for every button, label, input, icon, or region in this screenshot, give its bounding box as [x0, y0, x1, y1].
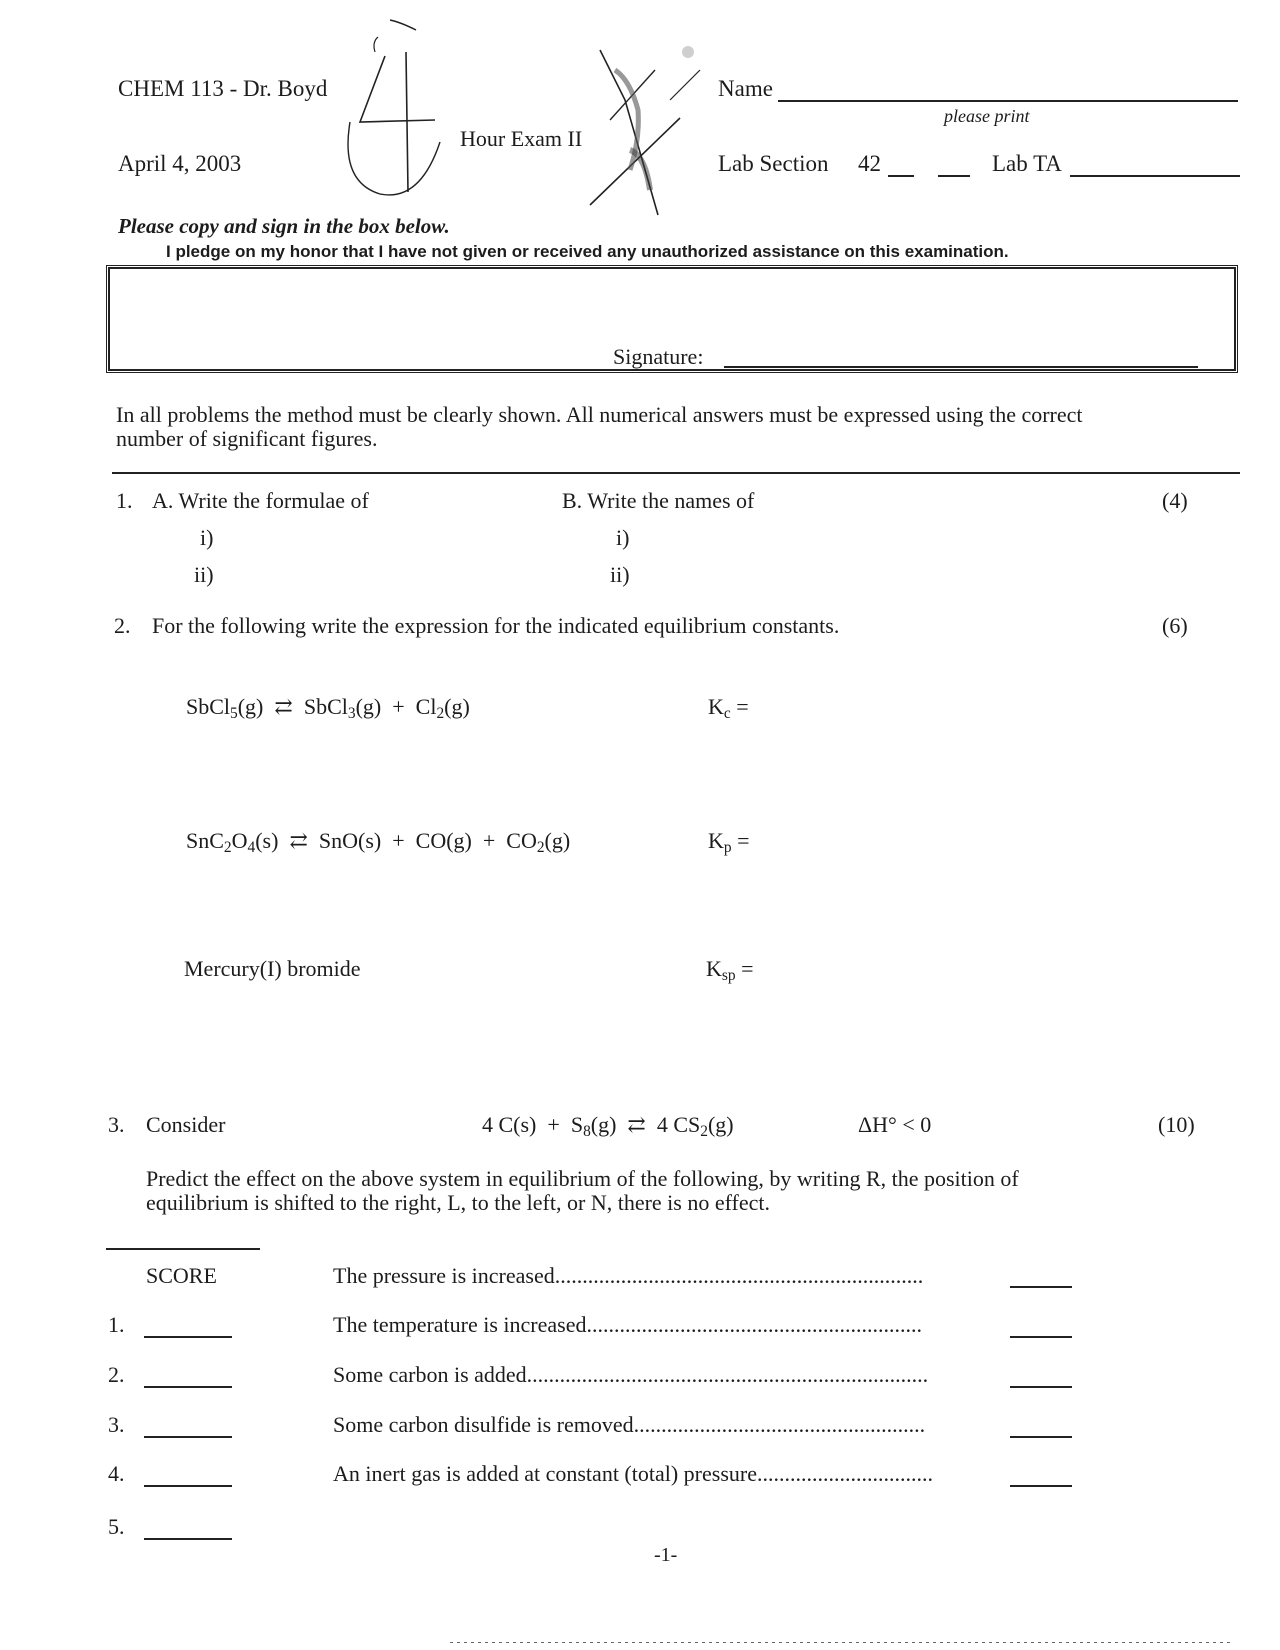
q2-number: 2. [114, 613, 131, 638]
q1-b-item-2: ii) [610, 562, 630, 587]
q1-a-item-1: i) [200, 525, 214, 550]
score-row-2-blank[interactable] [144, 1386, 232, 1388]
q3-condition-2: The temperature is increased............................................................. [333, 1312, 922, 1337]
instructions-line-1: In all problems the method must be clearly shown. All numerical answers must be expressed using the correct [116, 402, 1083, 427]
q3-answer-blank-2[interactable] [1010, 1336, 1072, 1338]
q3-number: 3. [108, 1112, 125, 1137]
q3-consider: Consider [146, 1112, 226, 1137]
instructions-line-2: number of significant figures. [116, 426, 378, 451]
scan-artifact [450, 1642, 1230, 1643]
q2-kc-label: $K_c$ = [708, 694, 749, 722]
course-title: CHEM 113 - Dr. Boyd [118, 76, 328, 101]
pledge-instruction: Please copy and sign in the box below. [118, 214, 450, 238]
lab-section-blank-2[interactable] [938, 175, 970, 177]
lab-ta-label: Lab TA [992, 151, 1062, 176]
q3-condition-3: Some carbon is added......................................................................... [333, 1362, 929, 1387]
score-row-1-blank[interactable] [144, 1336, 232, 1338]
score-row-2-label: 2. [108, 1362, 125, 1387]
lab-section-label: Lab Section [718, 151, 829, 176]
lab-ta-line[interactable] [1070, 175, 1240, 177]
q3-enthalpy: ΔH° < 0 [858, 1112, 932, 1137]
q1-number: 1. [116, 488, 133, 513]
q2-points: (6) [1162, 613, 1188, 638]
score-label: SCORE [146, 1263, 217, 1288]
exam-date: April 4, 2003 [118, 151, 242, 176]
signature-label: Signature: [613, 344, 704, 369]
lab-section-blank-1[interactable] [888, 175, 914, 177]
q3-equation: 4 $C(s) + S_8(g)$ ⇄ 4 $CS_2(g)$ [482, 1112, 734, 1140]
score-row-4-blank[interactable] [144, 1485, 232, 1487]
score-row-4-label: 4. [108, 1461, 125, 1486]
score-row-3-blank[interactable] [144, 1436, 232, 1438]
q3-condition-4: Some carbon disulfide is removed..................................................... [333, 1412, 926, 1437]
score-top-rule [106, 1248, 260, 1250]
equilibrium-arrow: ⇄ [627, 1112, 646, 1137]
score-row-5-label: 5. [108, 1514, 125, 1539]
q3-answer-blank-5[interactable] [1010, 1485, 1072, 1487]
score-row-5-blank[interactable] [144, 1538, 232, 1540]
q3-predict-line-2: equilibrium is shifted to the right, L, to the left, or N, there is no effect. [146, 1190, 771, 1215]
q2-kp-label: $K_p$ = [708, 828, 750, 856]
signature-line[interactable] [724, 366, 1198, 368]
q1-b-item-1: i) [616, 525, 630, 550]
q2-ksp-label: $K_{sp}$ = [706, 956, 754, 984]
name-line[interactable] [778, 100, 1238, 102]
handwritten-score-mark [330, 12, 470, 192]
score-row-1-label: 1. [108, 1312, 125, 1337]
q1-part-a: A. Write the formulae of [152, 488, 369, 513]
q2-compound-3: Mercury(I) bromide [184, 956, 361, 981]
q3-predict-line-1: Predict the effect on the above system in equilibrium of the following, by writing R, the position of [146, 1166, 1019, 1191]
q3-answer-blank-4[interactable] [1010, 1436, 1072, 1438]
divider [112, 472, 1240, 474]
q3-condition-1: The pressure is increased................................................................... [333, 1263, 924, 1288]
pledge-text: I pledge on my honor that I have not given or received any unauthorized assistance on this examination. [166, 242, 1009, 261]
q3-answer-blank-1[interactable] [1010, 1286, 1072, 1288]
q3-condition-5: An inert gas is added at constant (total) pressure................................ [333, 1461, 933, 1486]
exam-title: Hour Exam II [460, 126, 583, 151]
q1-points: (4) [1162, 488, 1188, 513]
q2-prompt: For the following write the expression for the indicated equilibrium constants. [152, 613, 840, 638]
q1-a-item-2: ii) [194, 562, 214, 587]
page-number: -1- [654, 1544, 678, 1566]
score-row-3-label: 3. [108, 1412, 125, 1437]
q3-answer-blank-3[interactable] [1010, 1386, 1072, 1388]
lab-section-value: 42 [858, 151, 881, 176]
q2-equation-2: $SnC_2O_4(s)$ ⇄ $SnO(s) + CO(g) + CO_2(g)$ [186, 828, 571, 856]
equilibrium-arrow: ⇄ [274, 694, 293, 719]
q1-part-b: B. Write the names of [562, 488, 755, 513]
name-label: Name [718, 76, 773, 101]
q2-equation-1: SbCl$_5$(g) ⇄ SbCl$_3$(g) + $Cl_2(g)$ [186, 694, 470, 722]
please-print-note: please print [944, 106, 1030, 126]
q3-points: (10) [1158, 1112, 1195, 1137]
handwritten-scribble [570, 40, 710, 220]
equilibrium-arrow: ⇄ [289, 828, 308, 853]
